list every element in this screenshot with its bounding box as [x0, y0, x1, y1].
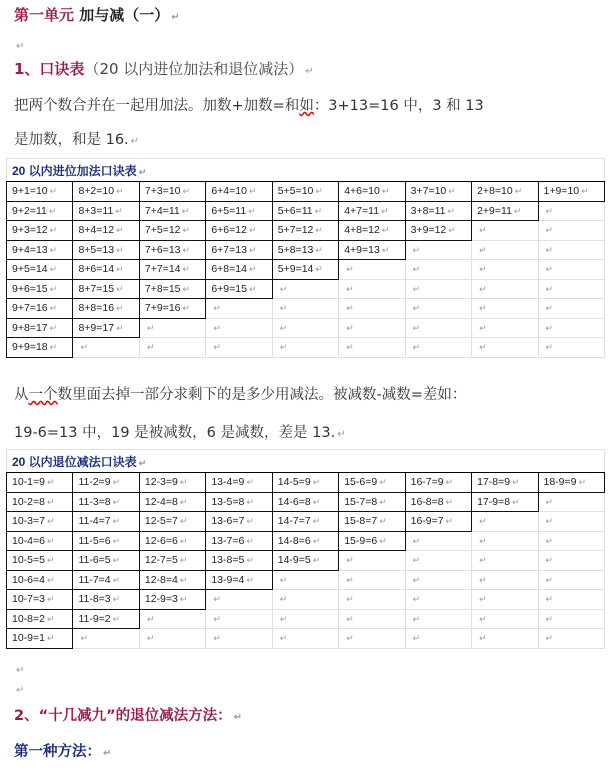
- table-cell: ↵: [272, 279, 338, 299]
- table-cell: 12-9=3 ↵: [139, 590, 205, 610]
- method-1-heading: 第一种方法： ↵: [14, 744, 112, 760]
- table-cell: 9+1=10 ↵: [7, 182, 73, 202]
- table-cell: 15-6=9 ↵: [339, 473, 405, 493]
- table-cell: ↵: [405, 260, 471, 280]
- table-cell: ↵: [538, 338, 605, 358]
- document-title: 第一单元 加与减（一） ↵: [14, 6, 180, 24]
- table-cell: ↵: [405, 629, 471, 649]
- table-cell: ↵: [405, 531, 471, 551]
- table-row: [7, 590, 605, 610]
- table-cell: 8+3=11 ↵: [73, 201, 139, 221]
- table-cell: 15-7=8 ↵: [339, 492, 405, 512]
- addition-table: [6, 158, 605, 358]
- table-row: [7, 531, 605, 551]
- table-cell: 16-9=7 ↵: [405, 512, 471, 532]
- table-cell: ↵: [472, 551, 538, 571]
- table-cell: ↵: [206, 609, 272, 629]
- table-cell: 7+4=11 ↵: [139, 201, 205, 221]
- table-cell: 6+9=15 ↵: [206, 279, 272, 299]
- table-cell: 8+6=14 ↵: [73, 260, 139, 280]
- table-cell: ↵: [538, 609, 605, 629]
- table-cell: 12-4=8 ↵: [139, 492, 205, 512]
- table-cell: 6+8=14 ↵: [206, 260, 272, 280]
- table-cell: 8+5=13 ↵: [73, 240, 139, 260]
- subtraction-explanation-line2: 19-6=13 中，19 是被减数，6 是减数，差是 13. ↵: [14, 425, 346, 441]
- section-1-heading: 1、口诀表（20 以内进位加法和退位减法） ↵: [14, 60, 314, 78]
- empty-paragraph: ↵: [16, 41, 25, 52]
- table-cell: 11-8=3 ↵: [73, 590, 139, 610]
- table-cell: 13-7=6 ↵: [206, 531, 272, 551]
- table-cell: ↵: [538, 629, 605, 649]
- table-cell: ↵: [339, 609, 405, 629]
- table-cell: 17-9=8 ↵: [472, 492, 538, 512]
- table-cell: ↵: [73, 338, 139, 358]
- table-cell: ↵: [339, 551, 405, 571]
- table-cell: ↵: [405, 318, 471, 338]
- table-cell: ↵: [538, 551, 605, 571]
- table-cell: ↵: [538, 570, 605, 590]
- table-cell: ↵: [472, 629, 538, 649]
- table-cell: ↵: [73, 629, 139, 649]
- table-cell: ↵: [272, 318, 338, 338]
- table-cell: 3+8=11 ↵: [405, 201, 471, 221]
- table-cell: 11-6=5 ↵: [73, 551, 139, 571]
- table-caption: 20 以内进位加法口诀表 ↵: [7, 159, 605, 182]
- table-cell: 18-9=9 ↵: [538, 473, 605, 493]
- table-cell: 9+7=16 ↵: [7, 299, 73, 319]
- table-cell: 10-7=3 ↵: [7, 590, 73, 610]
- table-cell: 16-8=8 ↵: [405, 492, 471, 512]
- empty-paragraph: ↵: [16, 685, 25, 696]
- table-cell: ↵: [472, 318, 538, 338]
- table-cell: 11-2=9 ↵: [73, 473, 139, 493]
- table-cell: 11-4=7 ↵: [73, 512, 139, 532]
- table-cell: 6+6=12 ↵: [206, 221, 272, 241]
- table-cell: ↵: [538, 260, 605, 280]
- table-cell: 7+6=13 ↵: [139, 240, 205, 260]
- table-cell: ↵: [339, 590, 405, 610]
- table-cell: ↵: [472, 299, 538, 319]
- table-cell: 10-6=4 ↵: [7, 570, 73, 590]
- table-cell: ↵: [139, 629, 205, 649]
- table-cell: ↵: [472, 512, 538, 532]
- table-cell: 5+8=13 ↵: [272, 240, 338, 260]
- table-cell: 10-9=1 ↵: [7, 629, 73, 649]
- table-cell: 7+7=14 ↵: [139, 260, 205, 280]
- table-cell: 14-5=9 ↵: [272, 473, 338, 493]
- table-cell: 13-4=9 ↵: [206, 473, 272, 493]
- table-cell: ↵: [405, 279, 471, 299]
- table-cell: 10-1=9 ↵: [7, 473, 73, 493]
- table-cell: 14-7=7 ↵: [272, 512, 338, 532]
- table-cell: 14-9=5 ↵: [272, 551, 338, 571]
- table-cell: 11-5=6 ↵: [73, 531, 139, 551]
- table-row: [7, 318, 605, 338]
- table-cell: 2+9=11 ↵: [472, 201, 538, 221]
- table-cell: ↵: [538, 299, 605, 319]
- table-cell: ↵: [405, 609, 471, 629]
- table-cell: ↵: [405, 570, 471, 590]
- table-cell: 6+5=11 ↵: [206, 201, 272, 221]
- table-cell: 8+9=17 ↵: [73, 318, 139, 338]
- table-cell: 10-2=8 ↵: [7, 492, 73, 512]
- table-cell: 9+8=17 ↵: [7, 318, 73, 338]
- table-cell: 10-5=5 ↵: [7, 551, 73, 571]
- table-cell: ↵: [339, 629, 405, 649]
- table-cell: 13-8=5 ↵: [206, 551, 272, 571]
- table-cell: 6+7=13 ↵: [206, 240, 272, 260]
- table-cell: 8+7=15 ↵: [73, 279, 139, 299]
- table-cell: ↵: [472, 240, 538, 260]
- table-row: [7, 260, 605, 280]
- table-cell: 9+6=15 ↵: [7, 279, 73, 299]
- table-cell: ↵: [206, 590, 272, 610]
- table-cell: ↵: [339, 279, 405, 299]
- table-cell: 6+4=10 ↵: [206, 182, 272, 202]
- table-row: [7, 182, 605, 202]
- table-cell: ↵: [405, 590, 471, 610]
- table-cell: ↵: [405, 338, 471, 358]
- table-cell: 4+6=10 ↵: [339, 182, 405, 202]
- table-cell: ↵: [538, 512, 605, 532]
- table-row: [7, 299, 605, 319]
- table-cell: ↵: [472, 279, 538, 299]
- table-cell: 12-6=6 ↵: [139, 531, 205, 551]
- table-cell: 5+9=14 ↵: [272, 260, 338, 280]
- table-cell: 12-3=9 ↵: [139, 473, 205, 493]
- table-cell: ↵: [538, 318, 605, 338]
- table-row: [7, 473, 605, 493]
- table-cell: ↵: [339, 338, 405, 358]
- table-cell: 11-9=2 ↵: [73, 609, 139, 629]
- table-row: [7, 512, 605, 532]
- table-cell: 12-8=4 ↵: [139, 570, 205, 590]
- table-cell: ↵: [405, 299, 471, 319]
- table-cell: 5+5=10 ↵: [272, 182, 338, 202]
- table-cell: ↵: [538, 279, 605, 299]
- table-cell: 8+2=10 ↵: [73, 182, 139, 202]
- table-row: [7, 492, 605, 512]
- section-2-heading: 2、“十几减九”的退位减法方法： ↵: [14, 708, 243, 724]
- table-cell: 7+9=16 ↵: [139, 299, 205, 319]
- table-cell: 4+8=12 ↵: [339, 221, 405, 241]
- table-cell: 7+5=12 ↵: [139, 221, 205, 241]
- table-cell: ↵: [139, 609, 205, 629]
- table-cell: ↵: [206, 299, 272, 319]
- table-cell: ↵: [472, 570, 538, 590]
- table-cell: 5+7=12 ↵: [272, 221, 338, 241]
- table-cell: ↵: [272, 590, 338, 610]
- table-cell: ↵: [472, 590, 538, 610]
- table-cell: ↵: [272, 299, 338, 319]
- table-cell: 11-7=4 ↵: [73, 570, 139, 590]
- table-cell: 10-8=2 ↵: [7, 609, 73, 629]
- table-cell: 15-9=6 ↵: [339, 531, 405, 551]
- table-caption: 20 以内退位减法口诀表 ↵: [7, 450, 605, 473]
- table-cell: 2+8=10 ↵: [472, 182, 538, 202]
- table-cell: 8+4=12 ↵: [73, 221, 139, 241]
- table-row: [7, 609, 605, 629]
- table-cell: ↵: [339, 318, 405, 338]
- subtraction-explanation-line1: 从一个数里面去掉一部分求剩下的是多少用减法。被减数-减数=差如：: [14, 387, 467, 403]
- table-cell: 13-6=7 ↵: [206, 512, 272, 532]
- table-cell: 4+7=11 ↵: [339, 201, 405, 221]
- table-cell: ↵: [472, 260, 538, 280]
- table-cell: 12-5=7 ↵: [139, 512, 205, 532]
- table-row: [7, 221, 605, 241]
- table-cell: ↵: [139, 338, 205, 358]
- subtraction-table: [6, 449, 605, 649]
- table-cell: 5+6=11 ↵: [272, 201, 338, 221]
- table-cell: 13-9=4 ↵: [206, 570, 272, 590]
- table-cell: 3+9=12 ↵: [405, 221, 471, 241]
- table-cell: ↵: [538, 531, 605, 551]
- table-cell: ↵: [339, 260, 405, 280]
- table-row: [7, 338, 605, 358]
- table-cell: ↵: [272, 629, 338, 649]
- table-cell: ↵: [538, 221, 605, 241]
- table-cell: ↵: [272, 609, 338, 629]
- table-cell: 16-7=9 ↵: [405, 473, 471, 493]
- table-cell: ↵: [339, 570, 405, 590]
- table-cell: ↵: [538, 590, 605, 610]
- table-cell: ↵: [206, 629, 272, 649]
- table-cell: 9+5=14 ↵: [7, 260, 73, 280]
- table-row: [7, 570, 605, 590]
- table-cell: ↵: [472, 609, 538, 629]
- table-cell: ↵: [472, 221, 538, 241]
- table-cell: 7+3=10 ↵: [139, 182, 205, 202]
- table-cell: 15-8=7 ↵: [339, 512, 405, 532]
- table-row: [7, 629, 605, 649]
- table-cell: 10-4=6 ↵: [7, 531, 73, 551]
- table-cell: ↵: [538, 201, 605, 221]
- table-cell: 3+7=10 ↵: [405, 182, 471, 202]
- table-cell: ↵: [272, 570, 338, 590]
- table-cell: ↵: [272, 338, 338, 358]
- table-cell: 8+8=16 ↵: [73, 299, 139, 319]
- table-cell: 13-5=8 ↵: [206, 492, 272, 512]
- table-cell: ↵: [139, 318, 205, 338]
- table-row: [7, 279, 605, 299]
- table-cell: 9+4=13 ↵: [7, 240, 73, 260]
- table-cell: 9+9=18 ↵: [7, 338, 73, 358]
- table-cell: 7+8=15 ↵: [139, 279, 205, 299]
- table-cell: ↵: [472, 531, 538, 551]
- table-cell: ↵: [538, 492, 605, 512]
- table-cell: ↵: [538, 240, 605, 260]
- table-cell: 11-3=8 ↵: [73, 492, 139, 512]
- table-cell: 14-6=8 ↵: [272, 492, 338, 512]
- table-cell: ↵: [405, 551, 471, 571]
- table-cell: ↵: [472, 338, 538, 358]
- addition-explanation-line1: 把两个数合并在一起用加法。加数+加数=和如：3+13=16 中，3 和 13: [14, 98, 484, 114]
- table-row: [7, 551, 605, 571]
- table-row: [7, 201, 605, 221]
- addition-explanation-line2: 是加数，和是 16. ↵: [14, 132, 140, 148]
- table-cell: ↵: [339, 299, 405, 319]
- table-cell: 14-8=6 ↵: [272, 531, 338, 551]
- empty-paragraph: ↵: [16, 665, 25, 676]
- table-cell: 10-3=7 ↵: [7, 512, 73, 532]
- table-cell: ↵: [206, 338, 272, 358]
- table-cell: ↵: [405, 240, 471, 260]
- table-cell: 12-7=5 ↵: [139, 551, 205, 571]
- table-cell: ↵: [206, 318, 272, 338]
- table-cell: 4+9=13 ↵: [339, 240, 405, 260]
- table-cell: 1+9=10 ↵: [538, 182, 605, 202]
- table-cell: 9+3=12 ↵: [7, 221, 73, 241]
- table-cell: 17-8=9 ↵: [472, 473, 538, 493]
- table-row: [7, 240, 605, 260]
- table-cell: 9+2=11 ↵: [7, 201, 73, 221]
